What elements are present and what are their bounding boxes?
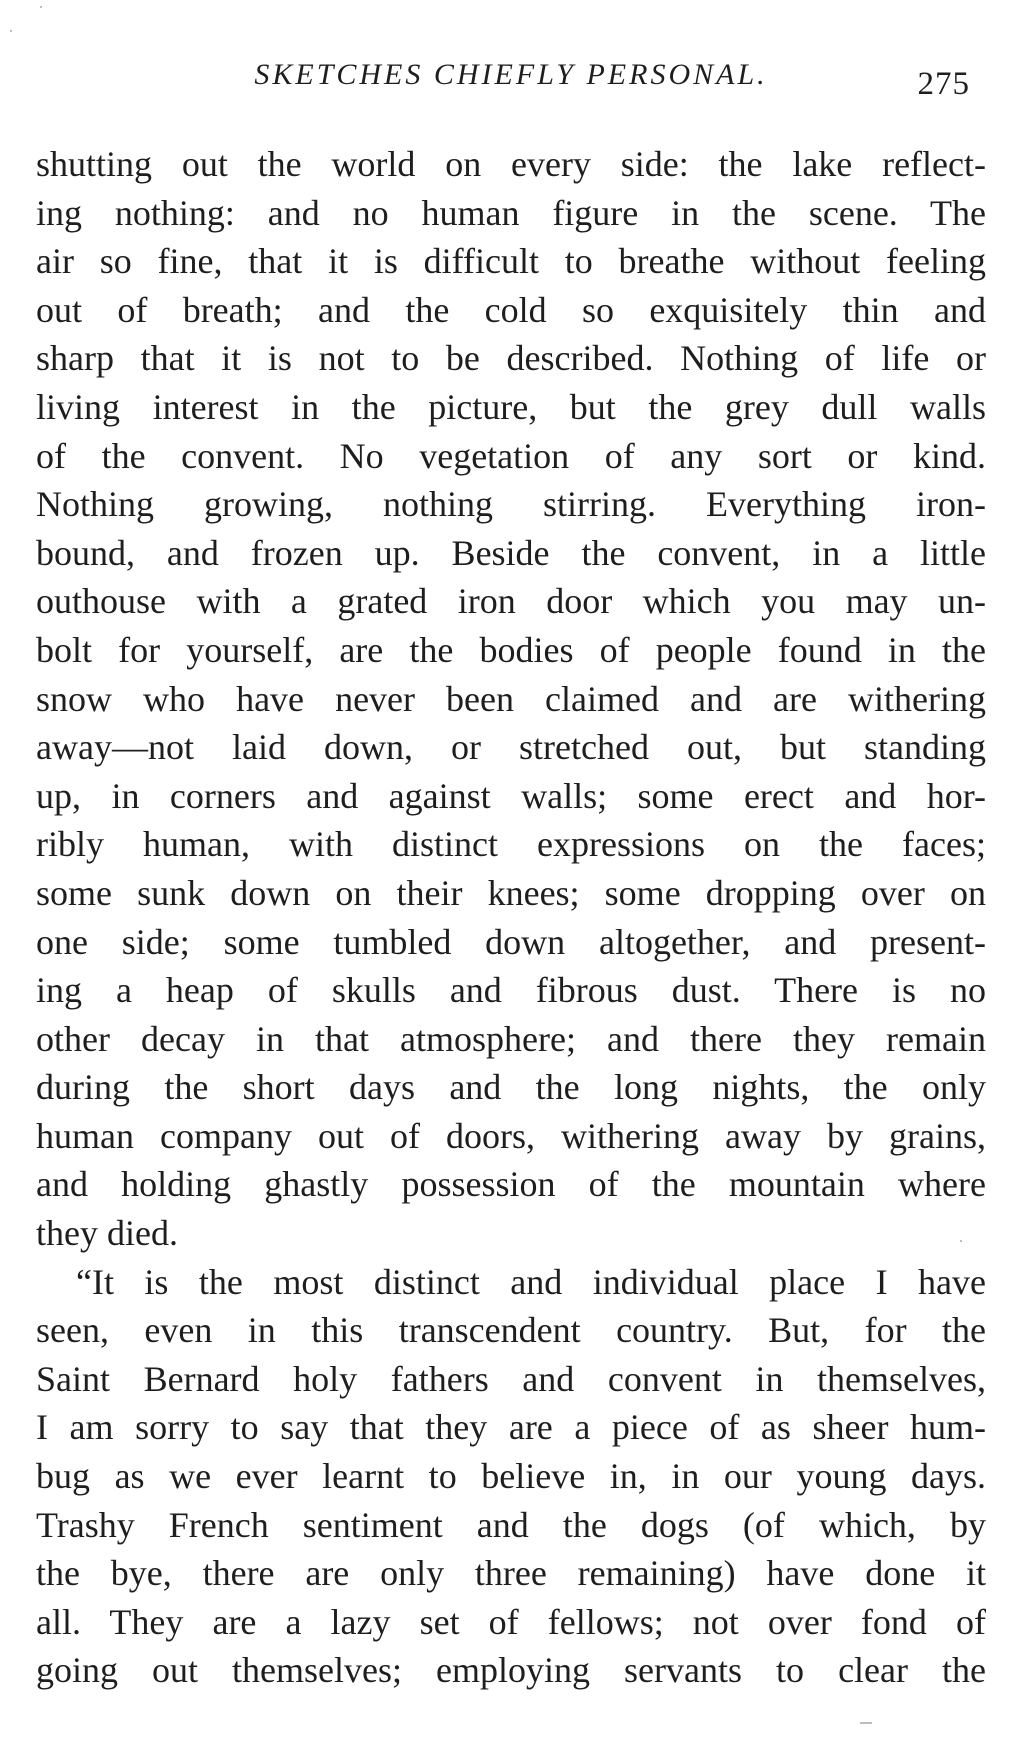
print-speck <box>40 6 42 8</box>
text-line: bug as we ever learnt to believe in, in our young days. <box>36 1456 986 1497</box>
print-speck <box>860 1722 872 1724</box>
running-head <box>36 52 986 112</box>
text-line: bolt for yourself, are the bodies of people found in the <box>36 629 986 670</box>
text-line: Nothing growing, nothing stirring. Everything iron- <box>36 484 986 525</box>
text-line: and holding ghastly possession of the mountain where <box>36 1164 986 1205</box>
text-line: I am sorry to say that they are a piece of as sheer hum- <box>36 1407 986 1448</box>
text-line: ing a heap of skulls and fibrous dust. There is no <box>36 970 986 1011</box>
text-line: other decay in that atmosphere; and there they remain <box>36 1018 986 1059</box>
text-line: some sunk down on their knees; some dropping over on <box>36 872 986 913</box>
text-line: all. They are a lazy set of fellows; not over fond of <box>36 1601 986 1642</box>
print-speck <box>960 1240 962 1242</box>
paragraph-2 <box>36 1258 986 1695</box>
text-line: air so fine, that it is difficult to breathe without feeling <box>36 241 986 282</box>
text-line: the bye, there are only three remaining) have done it <box>36 1553 986 1594</box>
text-line: human company out of doors, withering away by grains, <box>36 1115 986 1156</box>
text-line: up, in corners and against walls; some erect and hor- <box>36 775 986 816</box>
paragraph-1 <box>36 140 986 1258</box>
text-line: going out themselves; employing servants to clear the <box>36 1650 986 1691</box>
text-line: during the short days and the long nights, the only <box>36 1067 986 1108</box>
text-line: sharp that it is not to be described. Nothing of life or <box>36 338 986 379</box>
page-number: 275 <box>917 66 970 102</box>
text-line: Trashy French sentiment and the dogs (of which, by <box>36 1504 986 1545</box>
text-line: “It is the most distinct and individual place I have <box>76 1261 986 1302</box>
text-line: Saint Bernard holy fathers and convent in themselves, <box>36 1358 986 1399</box>
running-title: SKETCHES CHIEFLY PERSONAL. <box>254 58 768 91</box>
text-line: they died. <box>36 1213 178 1254</box>
text-line: away—not laid down, or stretched out, but standing <box>36 727 986 768</box>
body-text <box>36 140 986 1695</box>
text-line: seen, even in this transcendent country. But, for the <box>36 1310 986 1351</box>
text-line: of the convent. No vegetation of any sort or kind. <box>36 435 986 476</box>
text-line: outhouse with a grated iron door which you may un- <box>36 581 986 622</box>
text-line: shutting out the world on every side: the lake reflect- <box>36 144 986 184</box>
text-line: out of breath; and the cold so exquisitely thin and <box>36 289 986 330</box>
text-line: one side; some tumbled down altogether, and present- <box>36 921 986 962</box>
text-line: bound, and frozen up. Beside the convent, in a little <box>36 532 986 573</box>
text-line: ing nothing: and no human figure in the scene. The <box>36 192 986 233</box>
text-line: ribly human, with distinct expressions on the faces; <box>36 824 986 865</box>
text-line: living interest in the picture, but the grey dull walls <box>36 386 986 427</box>
print-speck <box>10 30 12 32</box>
text-line: snow who have never been claimed and are withering <box>36 678 986 719</box>
